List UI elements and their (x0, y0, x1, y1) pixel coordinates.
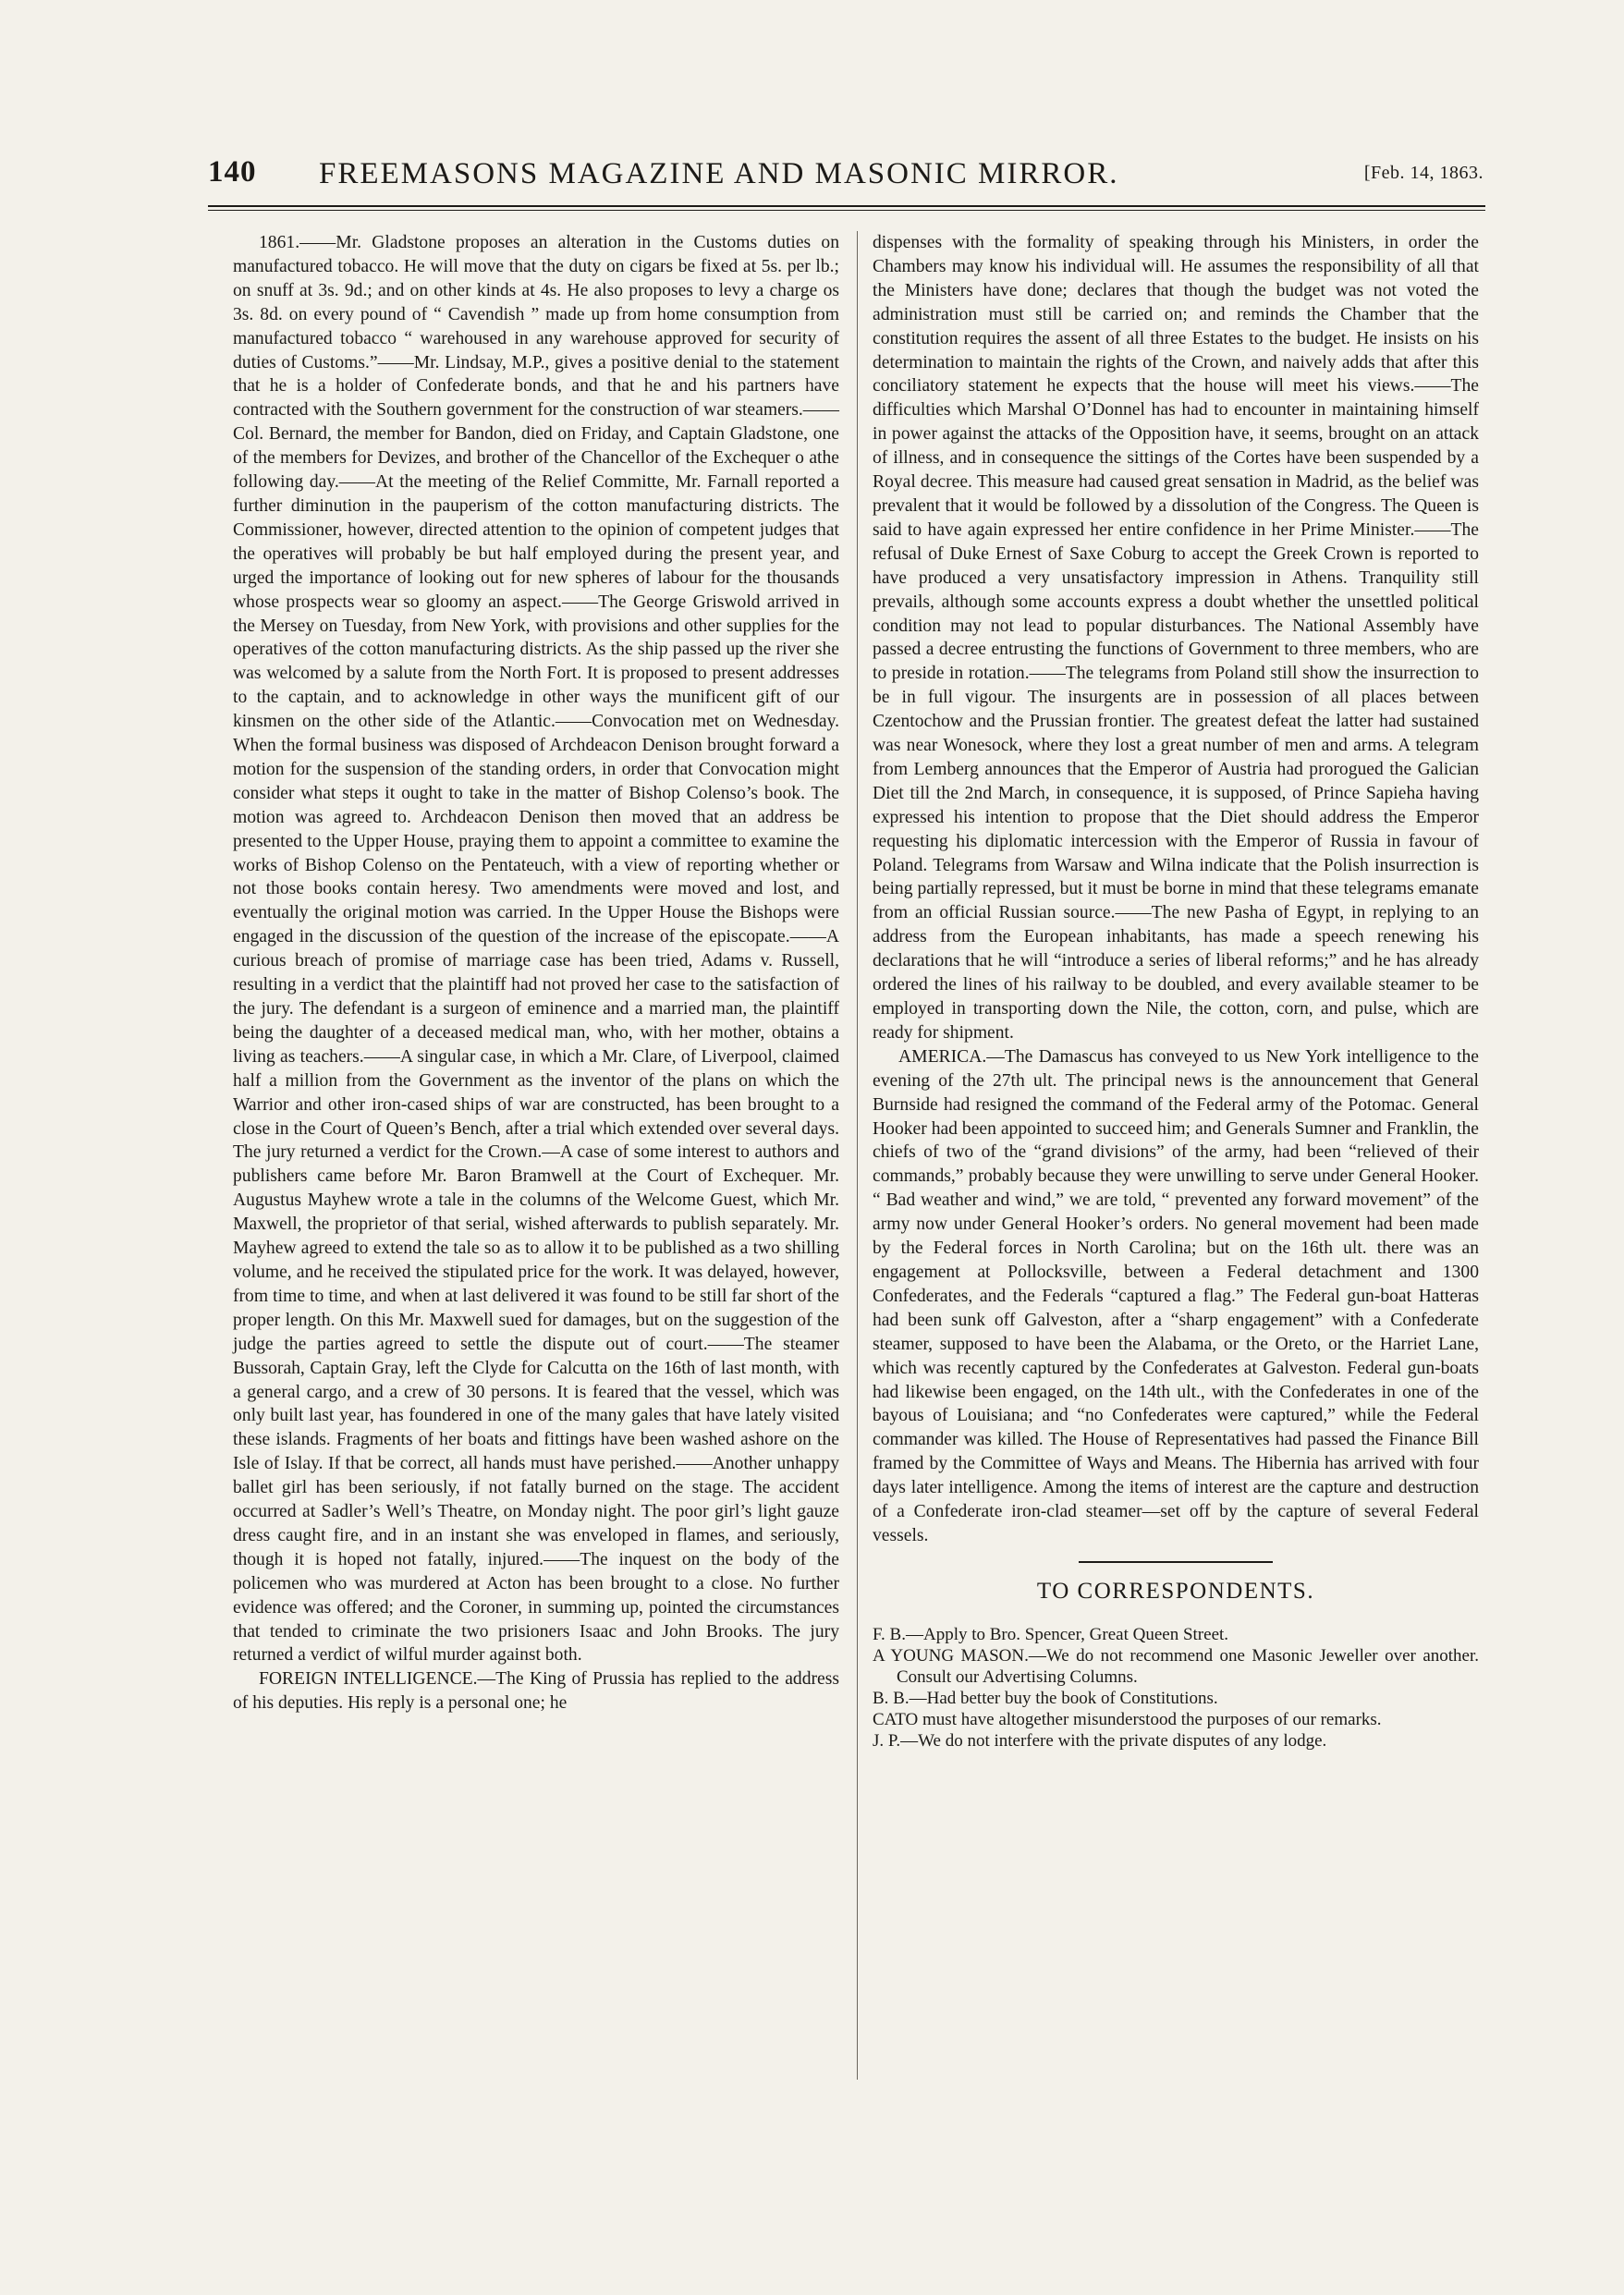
column-divider (857, 231, 858, 2080)
page-number: 140 (208, 155, 257, 189)
issue-date: [Feb. 14, 1863. (1363, 163, 1484, 183)
news-paragraph-america: AMERICA.—The Damascus has conveyed to us New York intelligence to the evening of the 27th ult. The principal news is the announcement that General Burnside had resigned the command of the Federal army of the Potomac. General Hooker had been appointed to succeed him; and Generals Sumner and Franklin, the chiefs of two of the “grand divisions” of the army, had been “relieved of their commands,” probably because they were unwilling to serve under General Hooker. “ Bad weather and wind,” we are told, “ prevented any forward movement” of the army now under General Hooker’s orders. No general movement had been made by the Federal forces in North Carolina; but on the 16th ult. there was an engagement at Pollocksville, between a Federal detachment and 1300 Confederates, and the Federals “captured a flag.” The Federal gun-boat Hatteras had been sunk off Galveston, after a “sharp engagement” with a Confederate steamer, supposed to have been the Alabama, or the Oreto, or the Harriet Lane, which was recently captured by the Confederates at Galveston. Federal gun-boats had likewise been engaged, on the 14th ult., with the Confederates in one of the bayous of Louisiana; and “no Confederates were captured,” while the Federal commander was killed. The House of Representatives had passed the Finance Bill framed by the Committee of Ways and Means. The Hibernia has arrived with four days later intelligence. Among the items of interest are the capture and destruction of a Confederate iron-clad steamer—set off by the capture of several Federal vessels. (873, 1046, 1479, 1545)
news-paragraph-home: 1861.——Mr. Gladstone proposes an alteration in the Customs duties on manufactured tobacco. He will move that the duty on cigars be fixed at 5s. per lb.; on snuff at 3s. 9d.; and on other kinds at 4s. He also proposes to levy a charge os 3s. 8d. on every pound of “ Cavendish ” made up from home consumption from manufactured tobacco “ warehoused in any warehouse approved for security of duties of Customs.”——Mr. Lindsay, M.P., gives a positive denial to the statement that he is a holder of Confederate bonds, and that he and his partners have contracted with the Southern government for the construction of war steamers.——Col. Bernard, the member for Bandon, died on Friday, and Captain Gladstone, one of the members for Devizes, and brother of the Chancellor of the Exchequer o athe following day.——At the meeting of the Relief Committe, Mr. Farnall reported a further diminution in the pauperism of the cotton manufacturing districts. The Commissioner, however, directed attention to the opinion of competent judges that the operatives will probably be but half employed during the present year, and urged the importance of looking out for new spheres of labour for the thousands whose prospects wear so gloomy an aspect.——The George Griswold arrived in the Mersey on Tuesday, from New York, with provisions and other supplies for the operatives of the cotton manufacturing districts. As the ship passed up the river she was welcomed by a salute from the North Fort. It is proposed to present addresses to the captain, and to acknowledge in other ways the munificent gift of our kinsmen on the other side of the Atlantic.——Convocation met on Wednesday. When the formal business was disposed of Archdeacon Denison brought forward a motion for the suspension of the standing orders, in order that Convocation might consider what steps it ought to take in the matter of Bishop Colenso’s book. The motion was agreed to. Archdeacon Denison then moved that an address be presented to the Upper House, praying them to appoint a committee to examine the works of Bishop Colenso on the Pentateuch, with a view of reporting whether or not those books contain heresy. Two amendments were moved and lost, and eventually the original motion was carried. In the Upper House the Bishops were engaged in the discussion of the question of the increase of the episcopate.——A curious breach of promise of marriage case has been tried, Adams v. Russell, resulting in a verdict that the plaintiff had not proved her case to the satisfaction of the jury. The defendant is a surgeon of eminence and a married man, the plaintiff being the daughter of a deceased medical man, who, with her mother, obtains a living as teachers.——A singular case, in which a Mr. Clare, of Liverpool, claimed half a million from the Government as the inventor of the plans on which the Warrior and other iron-cased ships of war are constructed, has been brought to a close in the Court of Queen’s Bench, after a trial which extended over several days. The jury returned a verdict for the Crown.—A case of some interest to authors and publishers came before Mr. Baron Bramwell at the Court of Exchequer. Mr. Augustus Mayhew wrote a tale in the columns of the Welcome Guest, which Mr. Maxwell, the proprietor of that serial, wished afterwards to publish separately. Mr. Mayhew agreed to extend the tale so as to allow it to be published as a two shilling volume, and he received the stipulated price for the work. It was delayed, however, from time to time, and when at last delivered it was found to be still far short of the proper length. On this Mr. Maxwell sued for damages, but on the suggestion of the judge the parties agreed to settle the dispute out of court.——The steamer Bussorah, Captain Gray, left the Clyde for Calcutta on the 16th of last month, with a general cargo, and a crew of 30 persons. It is feared that the vessel, which was only built last year, has foundered in one of the many gales that have lately visited these islands. Fragments of her boats and fittings have been washed ashore on the Isle of Islay. If that be correct, all hands must have perished.——Another unhappy ballet girl has been seriously, if not fatally burned on the stage. The accident occurred at Sadler’s Well’s Theatre, on Monday night. The poor girl’s light gauze dress caught fire, and in an instant she was enveloped in flames, and seriously, though it is hoped not fatally, injured.——The inquest on the body of the policemen who was murdered at Acton has been brought to a close. No further evidence was offered; and the Coroner, in summing up, pointed the circumstances that tended to criminate the two prisioners Isaac and John Brooks. The jury returned a verdict of wilful murder against both. (233, 233, 839, 1666)
correspondent-note: B. B.—Had better buy the book of Constitutions. (873, 1688, 1218, 1708)
correspondent-note: CATO must have altogether misunderstood the purposes of our remarks. (873, 1709, 1382, 1729)
left-column (233, 231, 839, 1715)
correspondent-note: J. P.—We do not interfere with the private disputes of any lodge. (873, 1730, 1327, 1751)
section-heading-correspondents: TO CORRESPONDENTS. (1036, 1578, 1315, 1604)
section-rule (1079, 1561, 1273, 1563)
masthead-title: FREEMASONS MAGAZINE AND MASONIC MIRROR. (319, 157, 1119, 190)
header-rule (208, 205, 1485, 207)
header-rule-thin (208, 210, 1485, 211)
running-head (208, 155, 1484, 200)
correspondent-note: F. B.—Apply to Bro. Spencer, Great Queen Street. (873, 1624, 1229, 1644)
correspondent-note: A YOUNG MASON.—We do not recommend one Masonic Jeweller over another. Consult our Advertising Columns. (873, 1645, 1479, 1687)
news-paragraph-foreign-continued: dispenses with the formality of speaking through his Ministers, in order the Chambers may know his individual will. He assumes the responsibility of all that the Ministers have done; declares that though the budget was not voted the administration must still be carried on; and reminds the Chamber that the constitution requires the assent of all three Estates to the budget. He insists on his determination to maintain the rights of the Crown, and naively adds that after this conciliatory statement he expects that the house will meet his views.——The difficulties which Marshal O’Donnel has had to encounter in maintaining himself in power against the attacks of the Opposition have, it seems, brought on an attack of illness, and in consequence the sittings of the Cortes have been suspended by a Royal decree. This measure had caused great sensation in Madrid, as the belief was prevalent that it would be followed by a dissolution of the Congress. The Queen is said to have again expressed her entire confidence in her Prime Minister.——The refusal of Duke Ernest of Saxe Coburg to accept the Greek Crown is reported to have produced a very unsatisfactory impression in Athens. Tranquility still prevails, although some accounts express a doubt whether the unsettled political condition may not lead to popular disturbances. The National Assembly have passed a decree entrusting the functions of Government to three members, who are to preside in rotation.——The telegrams from Poland still show the insurrection to be in full vigour. The insurgents are in possession of all places between Czentochow and the Prussian frontier. The greatest defeat the latter had sustained was near Wonesock, where they lost a great number of men and arms. A telegram from Lemberg announces that the Emperor of Austria had prorogued the Galician Diet till the 2nd March, in consequence, it is supposed, of Prince Sapieha having expressed his intention to propose that the Diet should address the Emperor requesting his diplomatic intercession with the Emperor of Russia in favour of Poland. Telegrams from Warsaw and Wilna indicate that the Polish insurrection is being partially repressed, but it must be borne in mind that these telegrams emanate from an official Russian source.——The new Pasha of Egypt, in replying to an address from the European inhabitants, has made a speech renewing his declarations that he will “introduce a series of liberal reforms;” and he has already ordered the lines of his railway to be doubled, and every available steamer to be employed in transporting down the Nile, the cotton, corn, and pulse, which are ready for shipment. (873, 233, 1479, 1043)
news-paragraph-foreign: FOREIGN INTELLIGENCE.—The King of Prussia has replied to the address of his deputies. His reply is a personal one; he (233, 1669, 839, 1714)
right-column (873, 231, 1479, 1752)
correspondents-list (873, 1624, 1479, 1752)
